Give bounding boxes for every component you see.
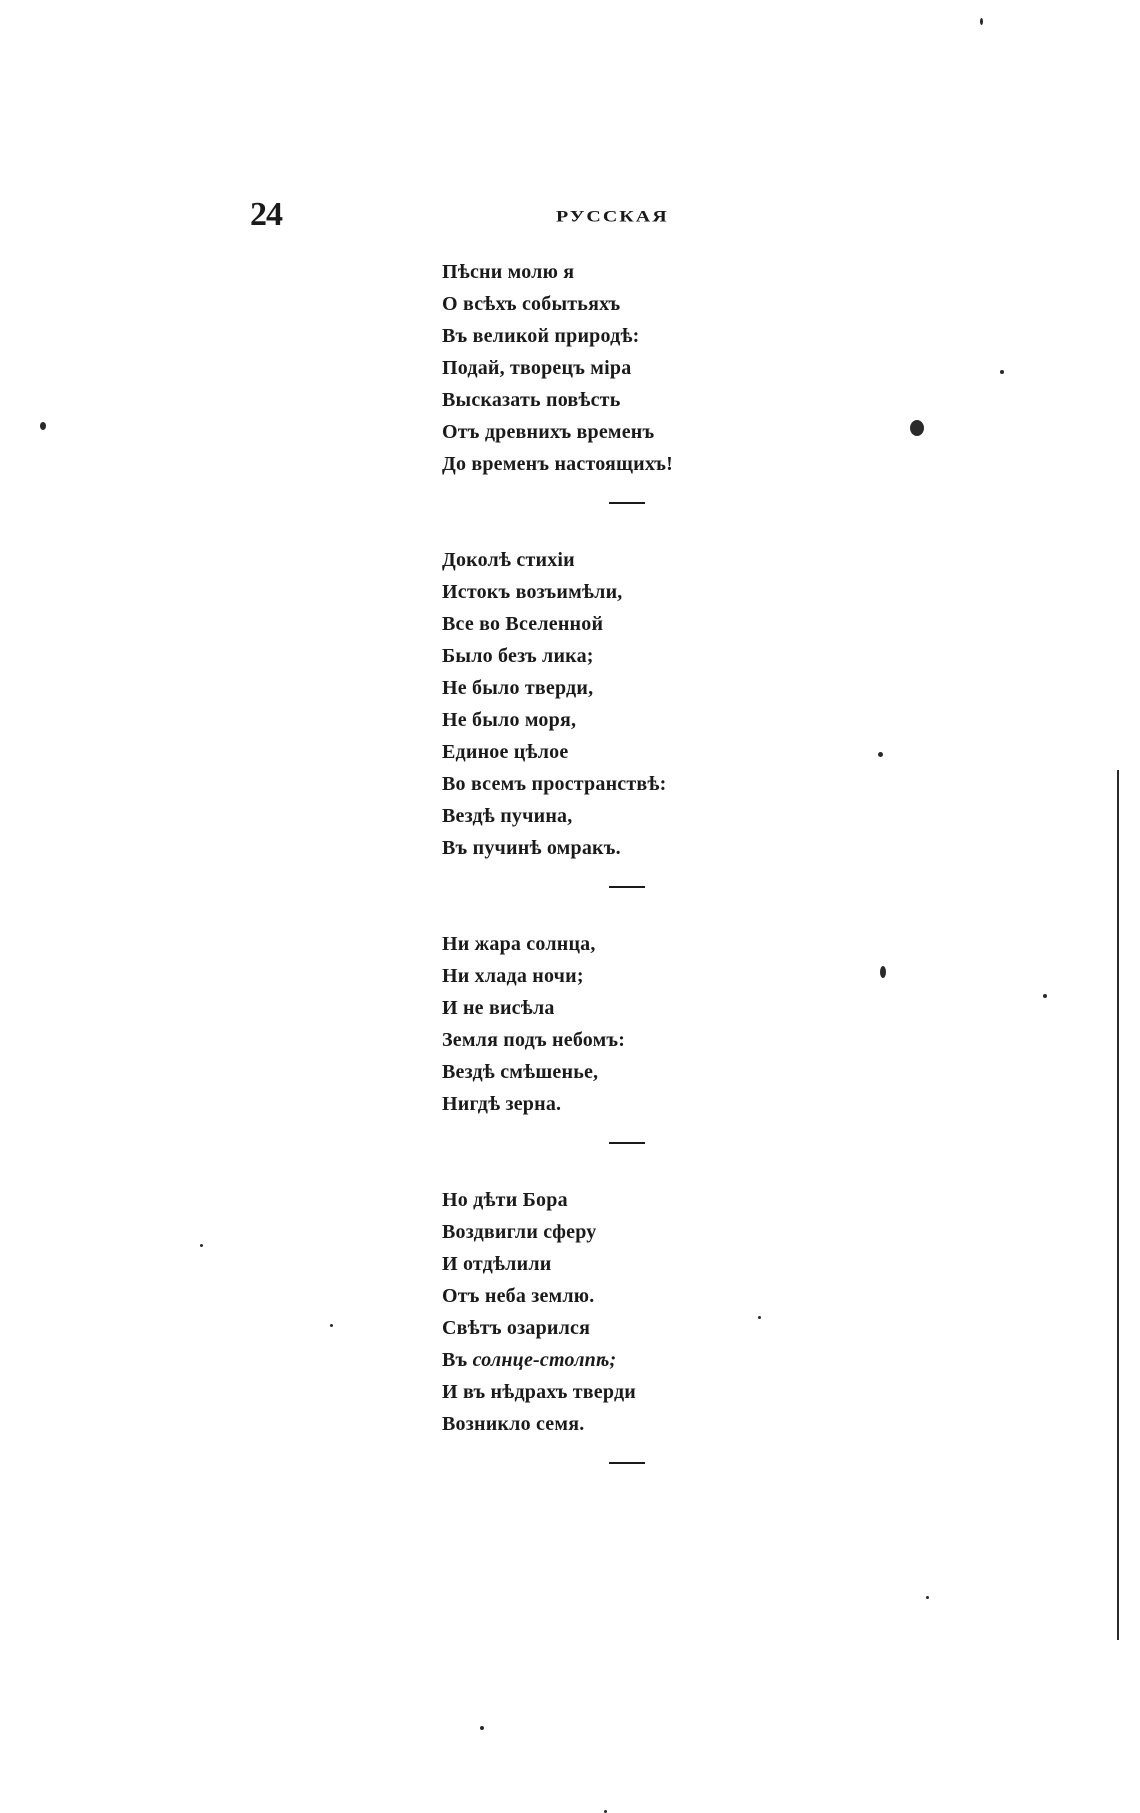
poem-line: До временъ настоящихъ! [442, 453, 674, 475]
scan-speck [878, 752, 883, 757]
poem-line-start: Въ [442, 1349, 468, 1371]
poem-line: Возникло семя. [442, 1413, 585, 1435]
scan-speck [330, 1324, 333, 1327]
scan-speck [1043, 994, 1047, 998]
poem-line: Ни жара солнца, [442, 933, 596, 955]
scan-speck [980, 18, 983, 25]
poem-line: Доколѣ стихіи [442, 549, 575, 571]
poem-line: Было безъ лика; [442, 645, 594, 667]
poem [442, 256, 802, 1464]
poem-line: И не висѣла [442, 997, 555, 1019]
scan-speck [926, 1596, 929, 1599]
poem-line: Все во Вселенной [442, 613, 604, 635]
poem-line: Во всемъ пространствѣ: [442, 773, 667, 795]
poem-line: Вездѣ смѣшенье, [442, 1061, 599, 1083]
scan-speck [200, 1244, 203, 1247]
stanza-3 [442, 928, 802, 1120]
poem-line: И отдѣлили [442, 1253, 552, 1275]
stanza-separator [609, 886, 645, 888]
scan-speck [40, 422, 46, 430]
poem-line: Нигдѣ зерна. [442, 1093, 562, 1115]
poem-line: Отъ древнихъ временъ [442, 421, 655, 443]
scan-speck [1000, 370, 1004, 374]
poem-line: Въ великой природѣ: [442, 325, 640, 347]
poem-line: Пѣсни молю я [442, 261, 575, 283]
poem-line [442, 1344, 802, 1376]
scan-speck [910, 420, 924, 436]
poem-line: Но дѣти Бора [442, 1189, 568, 1211]
italic-phrase: солнце-столпѣ; [472, 1349, 617, 1371]
scan-speck [480, 1726, 484, 1730]
scan-speck [880, 966, 886, 978]
poem-line: Высказать повѣсть [442, 389, 621, 411]
poem-line: О всѣхъ событьяхъ [442, 293, 621, 315]
page-number: 24 [250, 196, 282, 233]
poem-line: Отъ неба землю. [442, 1285, 595, 1307]
poem-line: И въ нѣдрахъ тверди [442, 1381, 636, 1403]
poem-line: Единое цѣлое [442, 741, 569, 763]
stanza-separator [609, 1142, 645, 1144]
poem-line: Не было моря, [442, 709, 577, 731]
poem-line: Истокъ возъимѣли, [442, 581, 623, 603]
stanza-4 [442, 1184, 802, 1440]
poem-line: Вездѣ пучина, [442, 805, 573, 827]
stanza-separator [609, 1462, 645, 1464]
poem-line: Подай, творецъ міра [442, 357, 632, 379]
stanza-2 [442, 544, 802, 864]
poem-line: Свѣтъ озарился [442, 1317, 591, 1339]
running-head: РУССКАЯ [556, 208, 669, 226]
stanza-1 [442, 256, 802, 480]
poem-line: Земля подъ небомъ: [442, 1029, 626, 1051]
poem-line: Ни хлада ночи; [442, 965, 584, 987]
scan-edge-rule [1117, 770, 1119, 1640]
stanza-separator [609, 502, 645, 504]
poem-line: Воздвигли сферу [442, 1221, 597, 1243]
scan-speck [758, 1316, 761, 1319]
poem-line: Не было тверди, [442, 677, 594, 699]
poem-line: Въ пучинѣ омракъ. [442, 837, 621, 859]
